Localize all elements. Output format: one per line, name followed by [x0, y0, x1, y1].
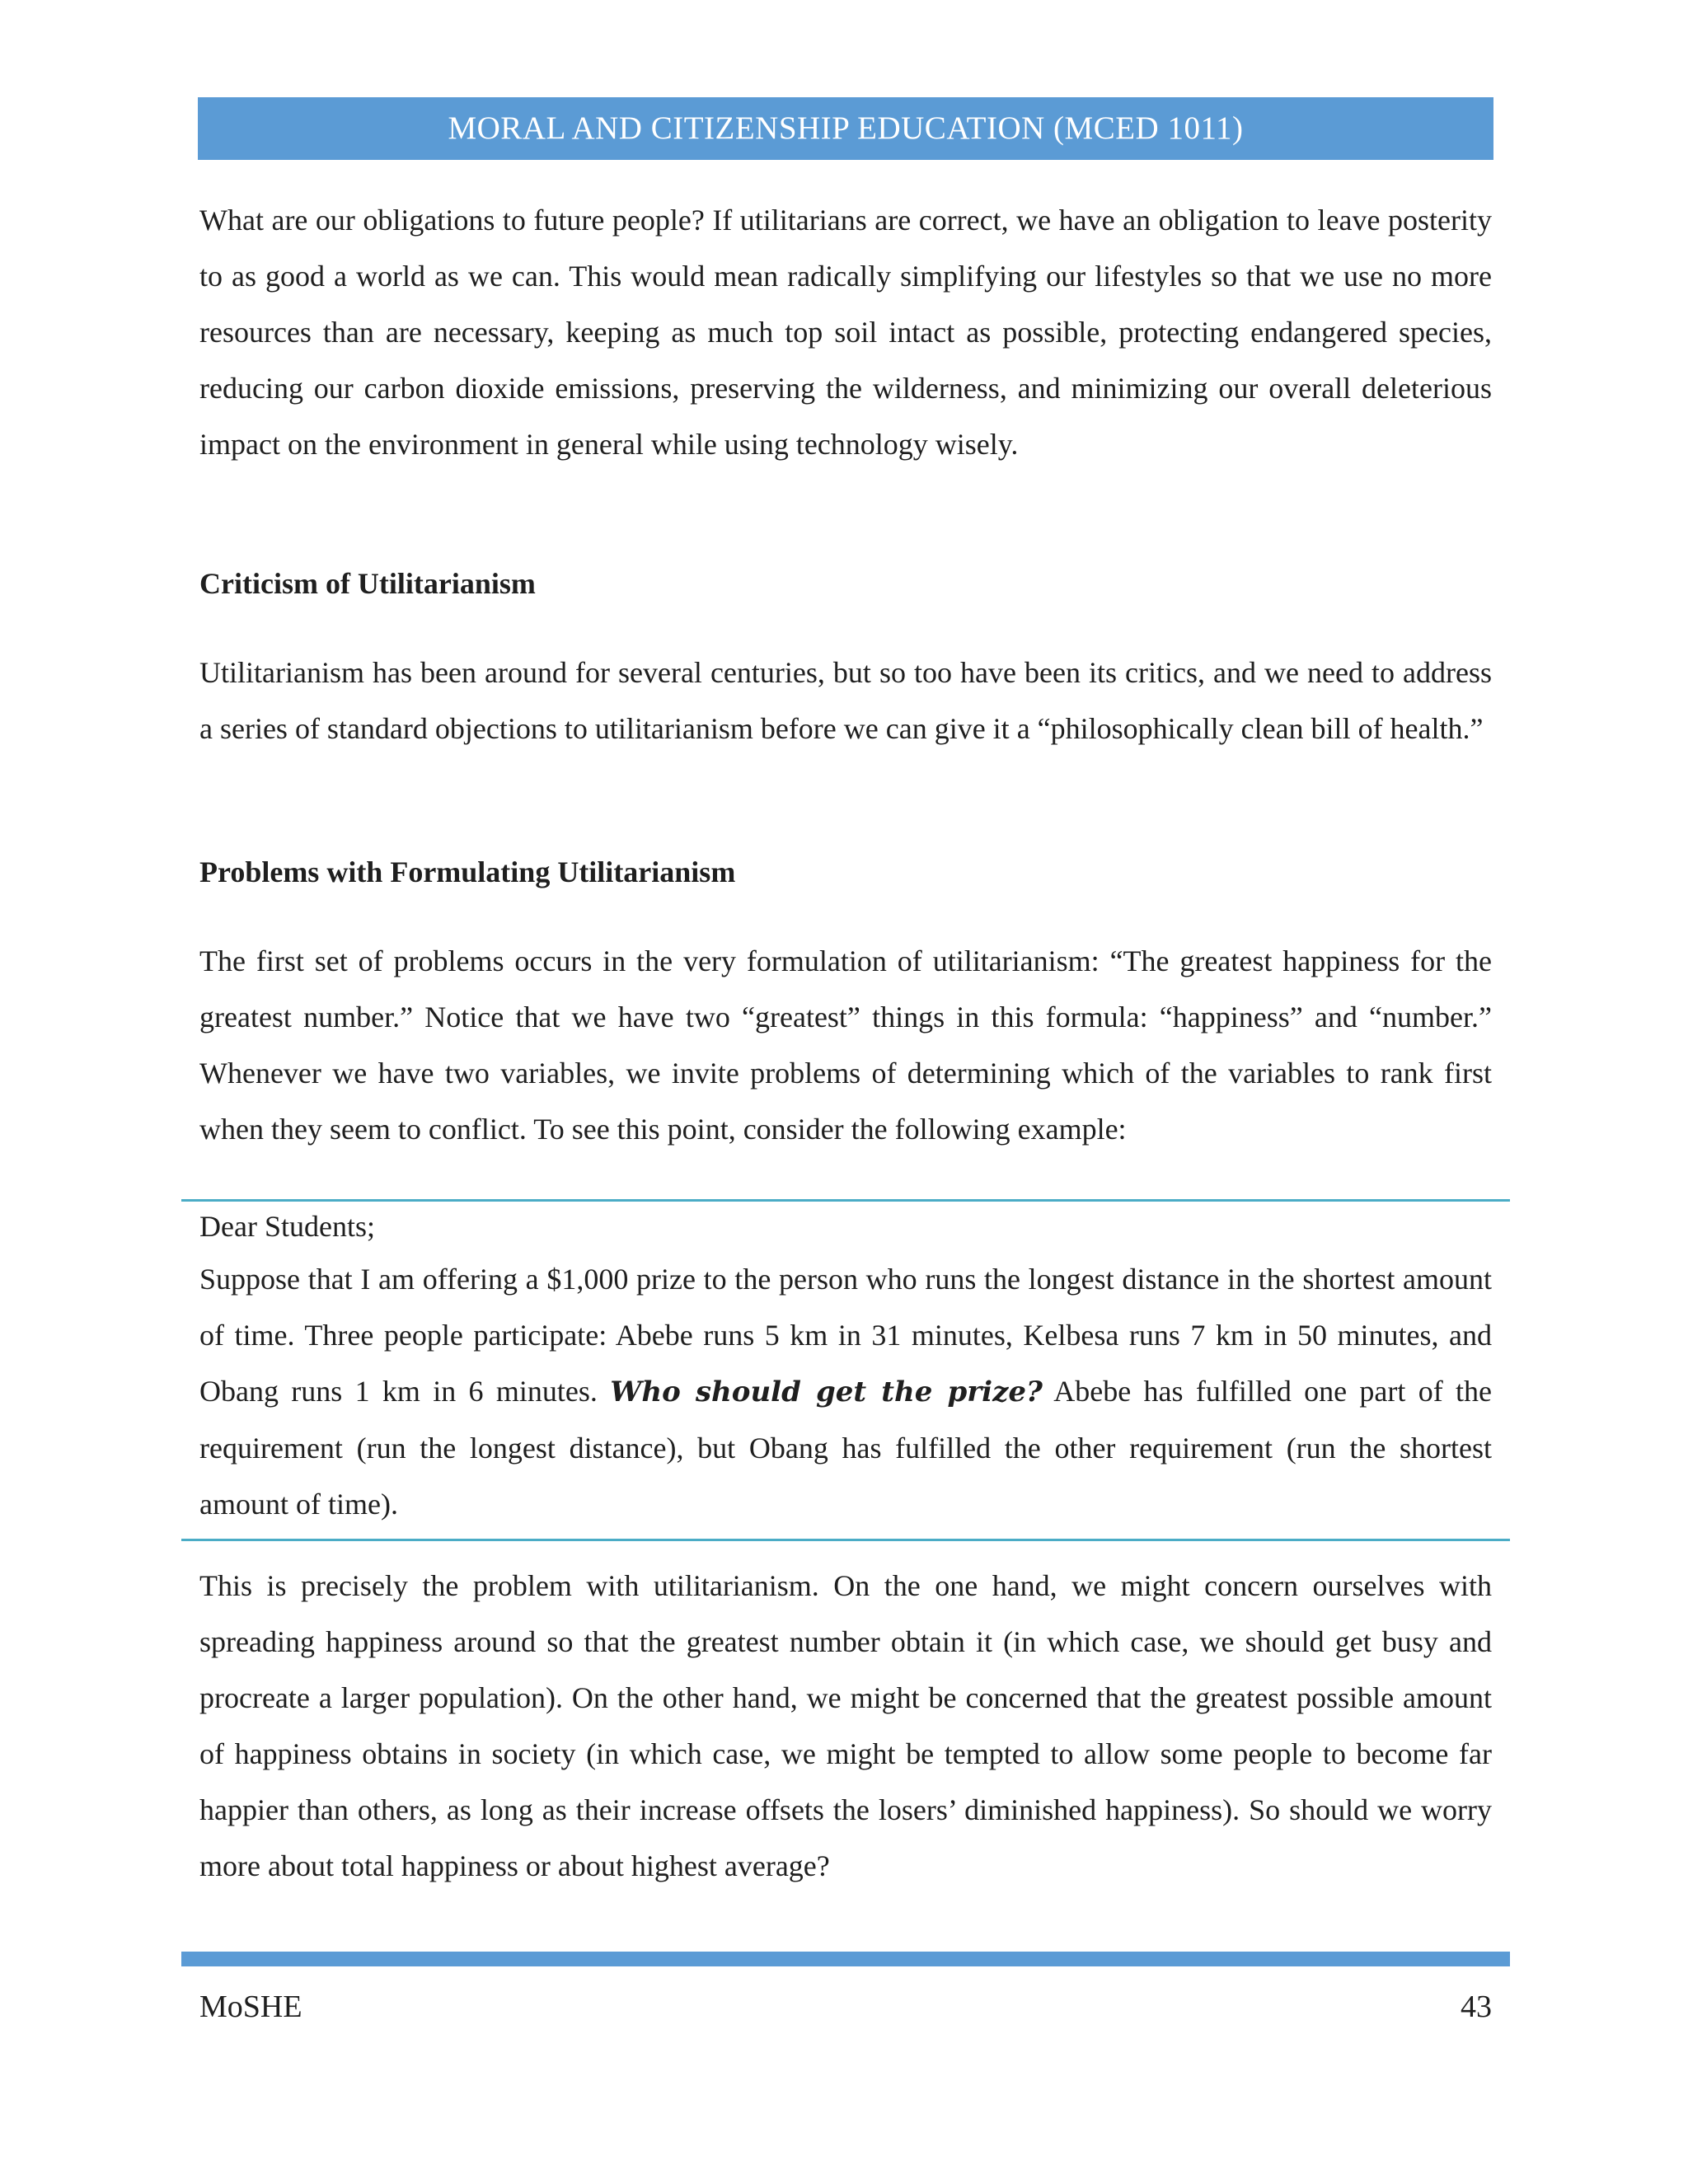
criticism-paragraph: Utilitarianism has been around for several centuries, but so too have been its critics, and we need to address a series of standard objections to utilitarianism before we can give it a “philosophically clean bill of health.” [199, 656, 1492, 745]
footer-page-number: 43 [1461, 1990, 1492, 2024]
example-greeting: Dear Students; [199, 1210, 375, 1243]
example-text-after: Abebe has fulfilled one part of the requirement (run the longest distance), but Obang has fulfilled the other requirement (run the shortest amount of time). [199, 1375, 1492, 1521]
example-text [199, 1251, 1492, 1532]
footer-publisher: MoSHE [199, 1990, 302, 2024]
intro-paragraph-block [199, 192, 1492, 472]
closing-paragraph: This is precisely the problem with utilitarianism. On the one hand, we might concern ourselves with spreading happiness around so that the greatest number obtain it (in which case, we should get busy and procreate a larger population). On the other hand, we might be concerned that the greatest possible amount of happiness obtains in society (in which case, we might be tempted to allow some people to become far happier than others, as long as their increase offsets the losers’ diminished happiness). So should we worry more about total happiness or about highest average? [199, 1569, 1492, 1882]
example-box-bottom-rule [181, 1539, 1510, 1541]
example-box [199, 1202, 1492, 1532]
example-text-before: Suppose that I am offering a $1,000 prize to the person who runs the longest distance in the shortest amount of time. Three people participate: Abebe runs 5 km in 31 minutes, Kelbesa runs 7 km in 50 minutes, and Obang runs 1 km in 6 minutes. [199, 1263, 1492, 1408]
example-question-emphasis: Who should get the prize? [610, 1376, 1043, 1408]
closing-paragraph-block [199, 1558, 1492, 1894]
problems-paragraph-block [199, 933, 1492, 1157]
heading-criticism: Criticism of Utilitarianism [199, 567, 536, 600]
problems-paragraph: The first set of problems occurs in the very formulation of utilitarianism: “The greatest happiness for the greatest number.” Notice that we have two “greatest” things in this formula: “happiness” and “number.” Whenever we have two variables, we invite problems of determining which of the variables to rank first when they seem to conflict. To see this point, consider the following example: [199, 944, 1492, 1146]
page-header-title: MORAL AND CITIZENSHIP EDUCATION (MCED 1011) [198, 97, 1493, 160]
footer-rule [181, 1952, 1510, 1966]
criticism-paragraph-block [199, 644, 1492, 757]
intro-paragraph: What are our obligations to future people? If utilitarians are correct, we have an obligation to leave posterity to as good a world as we can. This would mean radically simplifying our lifestyles so that we use no more resources than are necessary, keeping as much top soil intact as possible, protecting endangered species, reducing our carbon dioxide emissions, preserving the wilderness, and minimizing our overall deleterious impact on the environment in general while using technology wisely. [199, 204, 1492, 461]
heading-problems: Problems with Formulating Utilitarianism [199, 855, 736, 888]
